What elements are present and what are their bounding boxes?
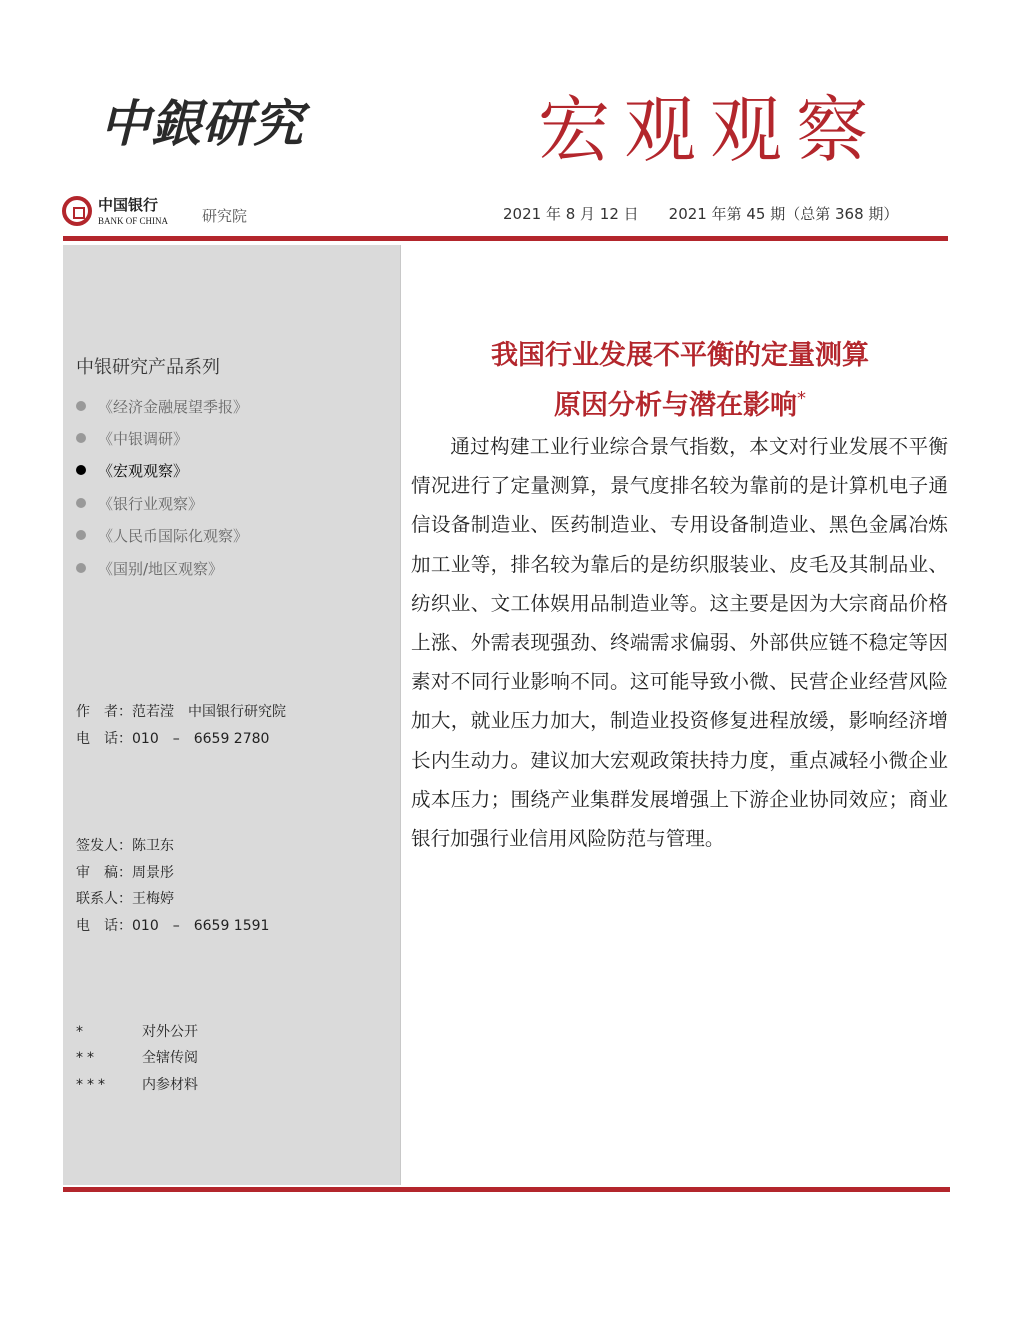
contact-phone-line bbox=[76, 915, 269, 935]
institute-label: 研究院 bbox=[202, 207, 248, 225]
reviewer-label: 审 稿： bbox=[76, 865, 132, 881]
phone-label: 电 话： bbox=[76, 731, 132, 747]
header-divider bbox=[63, 236, 948, 241]
level-label: 全辖传阅 bbox=[142, 1050, 198, 1066]
level-label: 对外公开 bbox=[142, 1024, 198, 1040]
distribution-level bbox=[76, 1074, 198, 1094]
distribution-level bbox=[76, 1021, 198, 1041]
series-item-label: 《人民币国际化观察》 bbox=[98, 527, 249, 545]
author-value: 范若滢 中国银行研究院 bbox=[132, 704, 286, 720]
footnote-mark: * bbox=[797, 388, 806, 409]
report-title-line1: 我国行业发展不平衡的定量测算 bbox=[491, 340, 869, 371]
series-item bbox=[76, 558, 223, 579]
phone-value: 010 – 6659 1591 bbox=[132, 918, 270, 934]
report-title-line2 bbox=[420, 383, 940, 422]
approver-value: 陈卫东 bbox=[132, 838, 174, 854]
boc-name-cn: 中国银行 bbox=[98, 196, 159, 214]
approver-line bbox=[76, 835, 174, 855]
series-item-active bbox=[76, 460, 188, 481]
level-stars: * bbox=[76, 1024, 87, 1040]
series-item-label: 《国别/地区观察》 bbox=[98, 560, 224, 578]
report-title-text: 原因分析与潜在影响 bbox=[554, 390, 797, 421]
footer-divider bbox=[63, 1187, 950, 1192]
bullet-icon bbox=[76, 563, 86, 573]
series-item bbox=[76, 428, 188, 449]
series-item-label: 《宏观观察》 bbox=[98, 462, 189, 480]
bullet-icon bbox=[76, 530, 86, 540]
author-line bbox=[76, 701, 286, 721]
series-item-label: 《中银调研》 bbox=[98, 430, 189, 448]
series-item bbox=[76, 493, 203, 514]
level-label: 内参材料 bbox=[142, 1077, 198, 1093]
reviewer-value: 周景彤 bbox=[132, 865, 174, 881]
brand-logo: 中銀研究 bbox=[100, 94, 304, 153]
bank-of-china-logo bbox=[62, 194, 184, 234]
contact-label: 联系人： bbox=[76, 891, 132, 907]
series-item bbox=[76, 396, 248, 417]
contact-value: 王梅婷 bbox=[132, 891, 174, 907]
author-phone-line bbox=[76, 728, 269, 748]
level-stars: ** bbox=[76, 1050, 98, 1066]
author-label: 作 者： bbox=[76, 704, 132, 720]
contact-line bbox=[76, 888, 174, 908]
boc-name-en: BANK OF CHINA bbox=[98, 216, 169, 226]
phone-label: 电 话： bbox=[76, 918, 132, 934]
distribution-level bbox=[76, 1047, 198, 1067]
reviewer-line bbox=[76, 862, 174, 882]
series-item bbox=[76, 525, 248, 546]
level-stars: *** bbox=[76, 1077, 109, 1093]
approver-label: 签发人： bbox=[76, 838, 132, 854]
column-divider bbox=[400, 245, 401, 1185]
bullet-icon bbox=[76, 433, 86, 443]
bullet-icon bbox=[76, 498, 86, 508]
bullet-icon bbox=[76, 401, 86, 411]
sidebar-heading: 中银研究产品系列 bbox=[76, 357, 220, 378]
report-date-issue: 2021 年 8 月 12 日 2021 年第 45 期（总第 368 期） bbox=[503, 205, 899, 223]
series-item-label: 《银行业观察》 bbox=[98, 495, 204, 513]
bullet-icon bbox=[76, 465, 86, 475]
abstract-paragraph: 通过构建工业行业综合景气指数，本文对行业发展不平衡情况进行了定量测算，景气度排名较为靠前的是计算机电子通信设备制造业、医药制造业、专用设备制造业、黑色金属冶炼加工业等，排名较为靠后的是纺织服装业、皮毛及其制品业、纺织业、文工体娱用品制造业等。这主要是因为大宗商品价格上涨、外需表现强劲、终端需求偏弱、外部供应链不稳定等因素对不同行业影响不同。这可能导致小微、民营企业经营风险加大，就业压力加大，制造业投资修复进程放缓，影响经济增长内生动力。建议加大宏观政策扶持力度，重点减轻小微企业成本压力；围绕产业集群发展增强上下游企业协同效应；商业银行加强行业信用风险防范与管理。 bbox=[411, 435, 948, 851]
sidebar bbox=[63, 245, 400, 1185]
series-title: 宏观观察 bbox=[538, 88, 883, 172]
series-item-label: 《经济金融展望季报》 bbox=[98, 398, 249, 416]
phone-value: 010 – 6659 2780 bbox=[132, 731, 270, 747]
boc-emblem-icon bbox=[62, 196, 92, 226]
